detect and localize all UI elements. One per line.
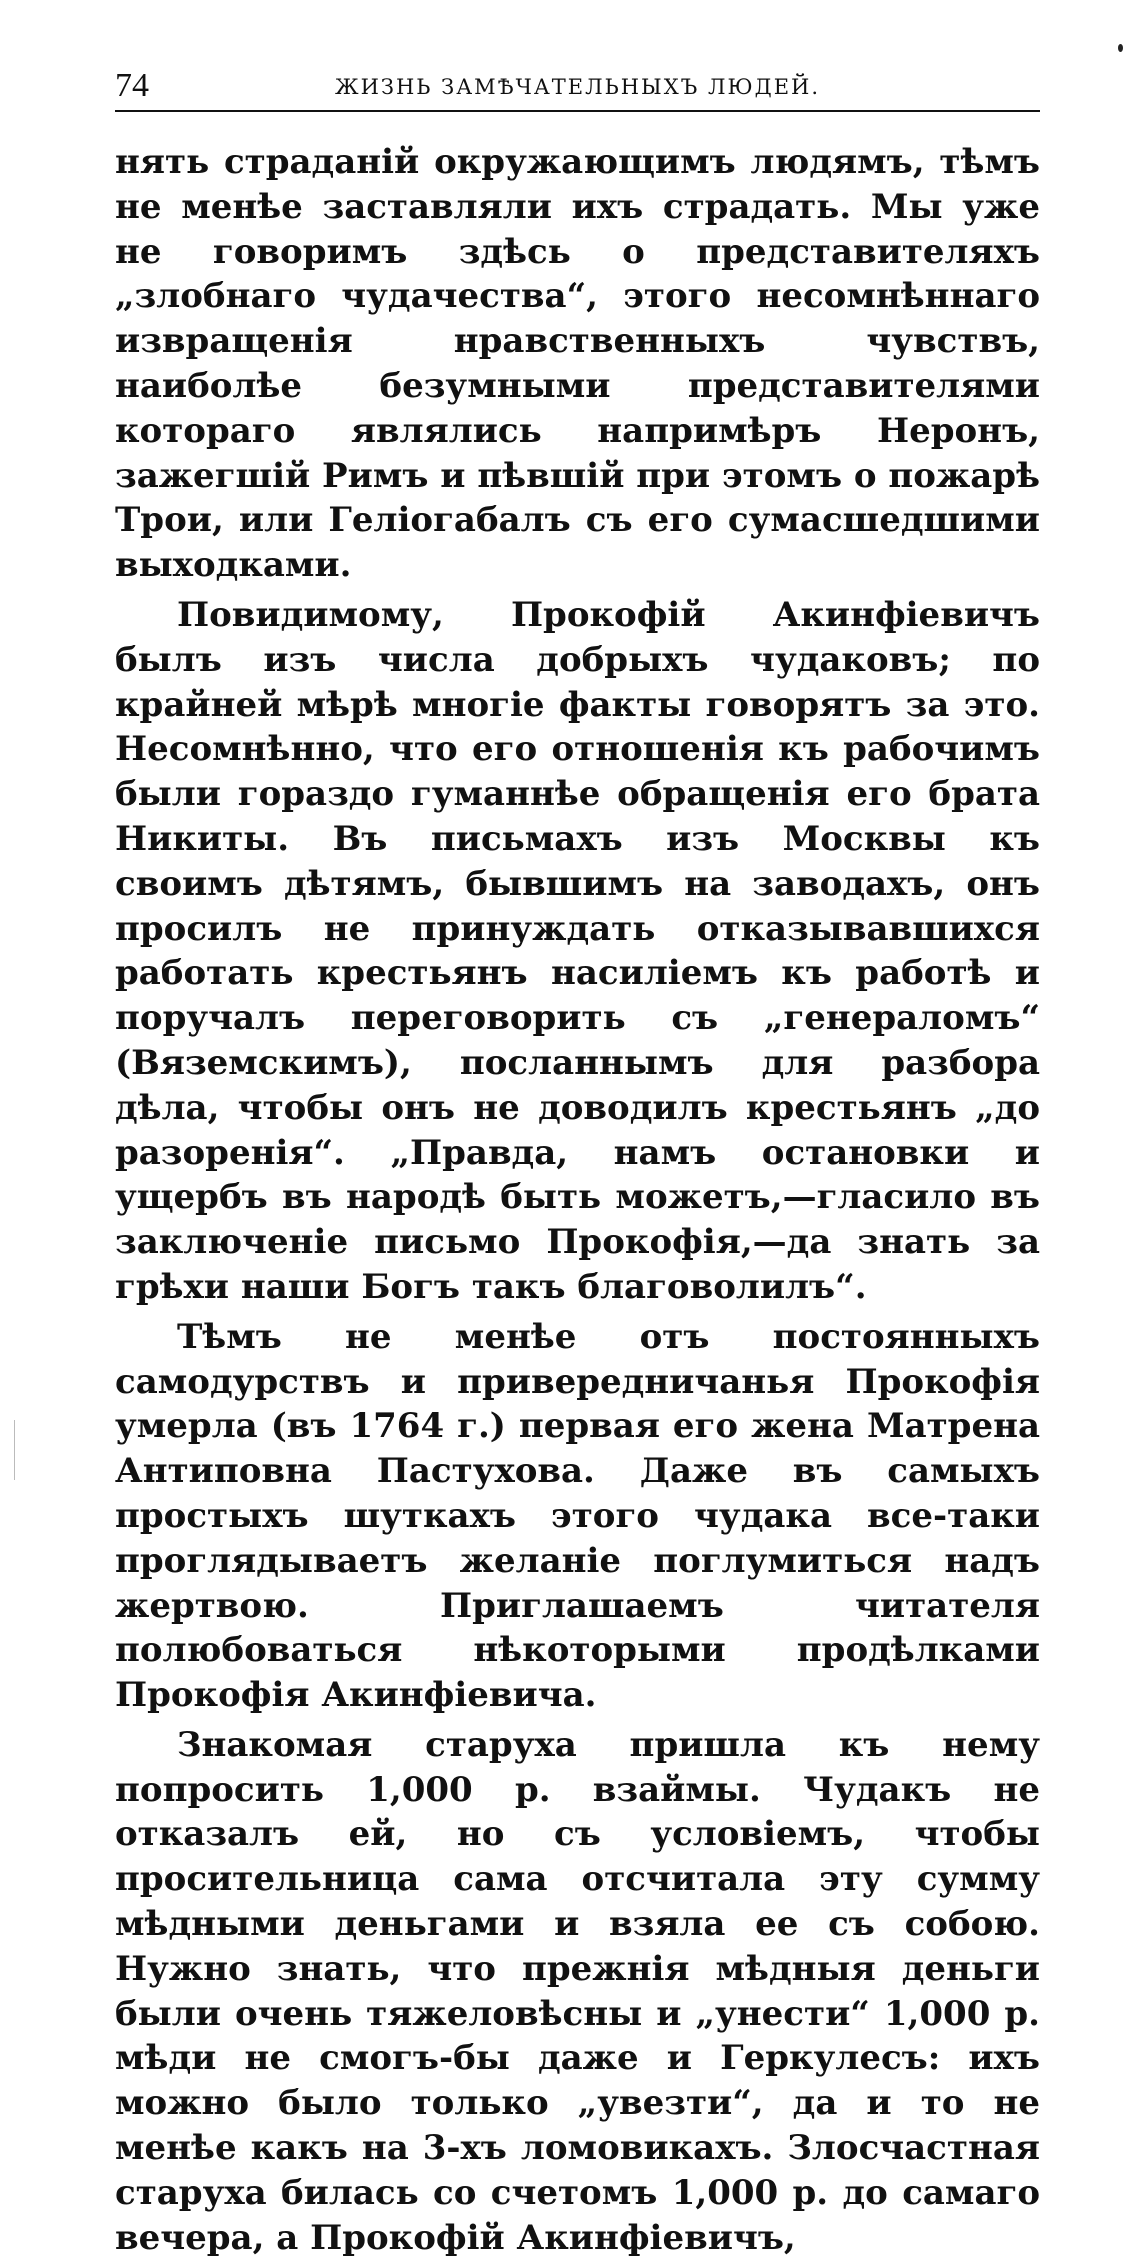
- running-title: ЖИЗНЬ ЗАМѢЧАТЕЛЬНЫХЪ ЛЮДЕЙ.: [334, 75, 821, 99]
- paragraph: Знакомая старуха пришла къ нему попросить 1,000 р. взаймы. Чудакъ не отказалъ ей, но съ условіемъ, чтобы просительница сама отсчитала эту сумму мѣдными деньгами и взяла ее съ собою. Нужно знать, что прежнія мѣдныя деньги были очень тяжеловѣсны и „унести“ 1,000 р. мѣди не смогъ-бы даже и Геркулесъ: ихъ можно было только „увезти“, да и то не менѣе какъ на 3-хъ ломовикахъ. Злосчастная старуха билась со счетомъ 1,000 р. до самаго вечера, а Прокофій Акинфіевичъ,: [115, 1724, 1040, 2258]
- paragraph-continued: нять страданій окружающимъ людямъ, тѣмъ не менѣе заставляли ихъ страдать. Мы уже не говоримъ здѣсь о представителяхъ „злобнаго чудачества“, этого несомнѣннаго извращенія нравственныхъ чувствъ, наиболѣе безумными представителями котораго являлись напримѣръ Неронъ, зажегшій Римъ и пѣвшій при этомъ о пожарѣ Трои, или Геліогабалъ съ его сумасшедшими выходками.: [115, 142, 1040, 586]
- page-header: [115, 66, 1040, 112]
- page-body: [115, 140, 1040, 2260]
- paragraph: Повидимому, Прокофій Акинфіевичъ былъ изъ числа добрыхъ чудаковъ; по крайней мѣрѣ многіе факты говорятъ за это. Несомнѣнно, что его отношенія къ рабочимъ были гораздо гуманнѣе обращенія его брата Никиты. Въ письмахъ изъ Москвы къ своимъ дѣтямъ, бывшимъ на заводахъ, онъ просилъ не принуждать отказывавшихся работать крестьянъ насиліемъ къ работѣ и поручалъ переговорить съ „генераломъ“ (Вяземскимъ), посланнымъ для разбора дѣла, чтобы онъ не доводилъ крестьянъ „до разоренія“. „Правда, намъ остановки и ущербъ въ народѣ быть можетъ,—гласило въ заключеніе письмо Прокофія,—да знать за грѣхи наши Богъ такъ благоволилъ“.: [115, 594, 1040, 1307]
- scan-margin-mark: [14, 1420, 15, 1480]
- paragraph: Тѣмъ не менѣе отъ постоянныхъ самодурствъ и привередничанья Прокофія умерла (въ 1764 г.) первая его жена Матрена Антиповна Пастухова. Даже въ самыхъ простыхъ шуткахъ этого чудака все-таки проглядываетъ желаніе поглумиться надъ жертвою. Приглашаемъ читателя полюбоваться нѣкоторыми продѣлками Прокофія Акинфіевича.: [115, 1316, 1040, 1716]
- scan-speck: [1118, 44, 1123, 52]
- page-number: 74: [115, 67, 149, 104]
